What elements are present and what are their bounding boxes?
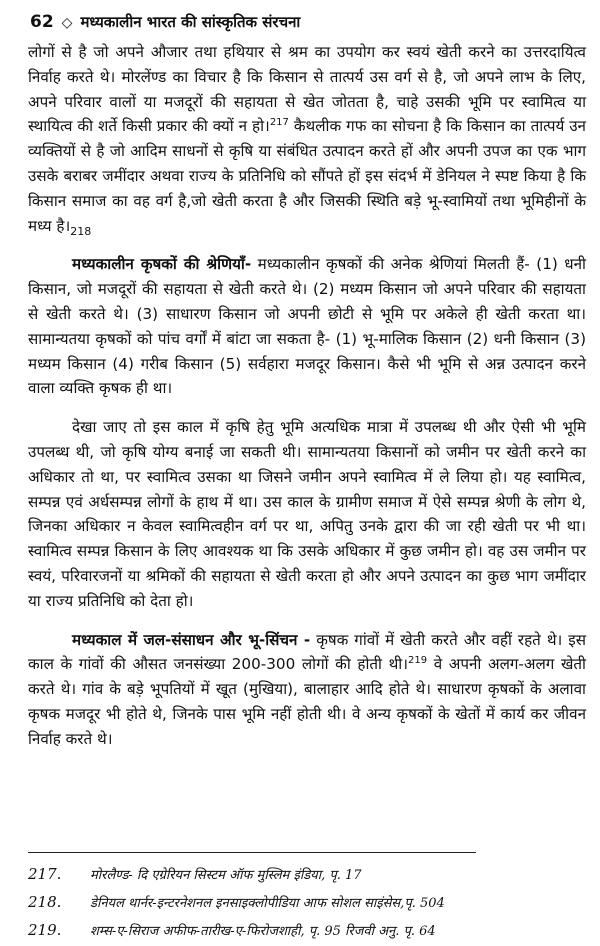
page-number: 62 [30, 12, 54, 32]
section-heading-irrigation: मध्यकाल में जल-संसाधन और भू-सिंचन - [72, 630, 311, 649]
footnote-217 [28, 860, 588, 888]
section-heading-categories: मध्यकालीन कृषकों की श्रेणियाँ- [72, 255, 252, 274]
para4-text: कृषक गांवों में खेती करते और वहीं रहते थे। इस काल के गांवों की औसत जनसंख्या 200-300 लोगों की होती थी। [28, 630, 586, 674]
page-header [30, 12, 590, 36]
running-title: मध्यकालीन भारत की सांस्कृतिक संरचना [80, 13, 301, 31]
footnote-number: 217. [28, 865, 62, 883]
footnote-219 [28, 916, 588, 944]
footnote-number: 218. [28, 893, 62, 911]
footnote-number: 219. [28, 921, 62, 939]
footnote-ref-217: 217 [269, 117, 289, 129]
paragraph-4 [28, 628, 586, 752]
para1-text-cont: कैथलीक गफ का सोचना है कि किसान का तात्पर्य उन व्यक्तियों से है जो आदिम साधनों से कृषि या संबंधित उत्पादन करते हों और अपनी उपज का एक भाग उसके बराबर जमींदार अथवा राज्य के प्रतिनिधि को सौंपते हों इस संदर्भ में डेनियल ने स्पष्ट किया है कि किसान समाज का वह वर्ग है,जो खेती करता है और जिसकी स्थिति बड़े भू-स्वामियों तथा भूमिहीनों के मध्य है। [28, 117, 586, 235]
diamond-icon: ◇ [61, 15, 73, 31]
footnote-ref-219: 219 [408, 655, 428, 667]
footnote-text: शम्स-ए-सिराज अफीफ-तारीख-ए-फिरोजशाही, पृ. 95 रिजवी अनु. पृ. 64 [90, 924, 436, 939]
body-text [28, 40, 586, 752]
para2-text: मध्यकालीन कृषकों की अनेक श्रेणियां मिलती हैं- (1) धनी किसान, जो मजदूरों की सहायता से खेती करते थे। (2) मध्यम किसान जो अपने परिवार की सहायता से खेती करते थे। (3) साधारण किसान जो अपनी छोटी से भूमि पर अकेले ही खेती करता था। सामान्यतया कृषकों को पांच वर्गों में बांटा जा सकता है- (1) भू-मालिक किसान (2) धनी किसान (3) मध्यम किसान (4) गरीब किसान (5) सर्वहारा मजदूर किसान। कैसे भी भूमि से अन्न उत्पादन करने वाला व्यक्ति कृषक ही था। [28, 255, 586, 398]
paragraph-3 [28, 415, 586, 613]
para1-text: लोगों से है जो अपने औजार तथा हथियार से श्रम का उपयोग कर स्वयं खेती करने का उत्तरदायित्व निर्वाह करते थे। मोरलेंण्ड का विचार है कि किसान से तात्पर्य उस वर्ग से है, जो अपने लाभ के लिए, अपने परिवार वालों या मजदूरों की सहायता से खेत जोतता है, चाहे उसकी भूमि पर स्वामित्व या स्थायित्व की शर्ते किसी प्रकार की क्यों न हो। [28, 43, 586, 136]
footnotes [28, 860, 588, 944]
paragraph-1 [28, 40, 586, 238]
footnote-218 [28, 888, 588, 916]
footnote-text: डेनियल थार्नर-इन्टरनेशनल इनसाइक्लोपीडिया आफ सोशल साइंसेस,पृ. 504 [90, 896, 445, 911]
footnote-text: मोरलैण्ड- दि एग्रेरियन सिस्टम ऑफ मुस्लिम इंडिया, पृ. 17 [90, 868, 362, 883]
paragraph-2 [28, 252, 586, 401]
para4-text-cont: वे अपनी अलग-अलग खेती करते थे। गांव के बड़े भूपतियों में खूत (मुखिया), बालाहार आदि होते थे। साधारण कृषकों के अलावा कृषक मजदूर भी होते थे, जिनके पास भूमि नहीं होती थी। वे अन्य कृषकों के खेतों में कार्य कर जीवन निर्वाह करते थे। [28, 655, 586, 748]
para3-text: देखा जाए तो इस काल में कृषि हेतु भूमि अत्यधिक मात्रा में उपलब्ध थी और ऐसी भी भूमि उपलब्ध थी, जो कृषि योग्य बनाई जा सकती थी। सामान्यतया किसानों को जमीन पर खेती करने का अधिकार तो था, पर स्वामित्व उसका था जिसने जमीन अपने स्वामित्व में ले लिया हो। यह स्वामित्व, सम्पन्न एवं अर्धसम्पन्न लोगों के हाथ में था। उस काल के ग्रामीण समाज में ऐसे सम्पन्न श्रेणी के लोग थे, जिनका अधिकार न केवल स्वामित्वहीन वर्ग पर था, अपितु उनके द्वारा की जा रही खेती पर भी था। स्वामित्व सम्पन्न किसान के लिए आवश्यक था कि उसके अधिकार में कुछ जमीन हो। वह उस जमीन पर स्वयं, परिवारजनों या श्रमिकों की सहायता से खेती करता हो और अपने उत्पादन का कुछ भाग जमींदार या राज्य प्रतिनिधि को देता हो। [28, 418, 586, 610]
footnote-ref-218: 218 [70, 224, 92, 238]
footnote-divider [28, 852, 476, 853]
